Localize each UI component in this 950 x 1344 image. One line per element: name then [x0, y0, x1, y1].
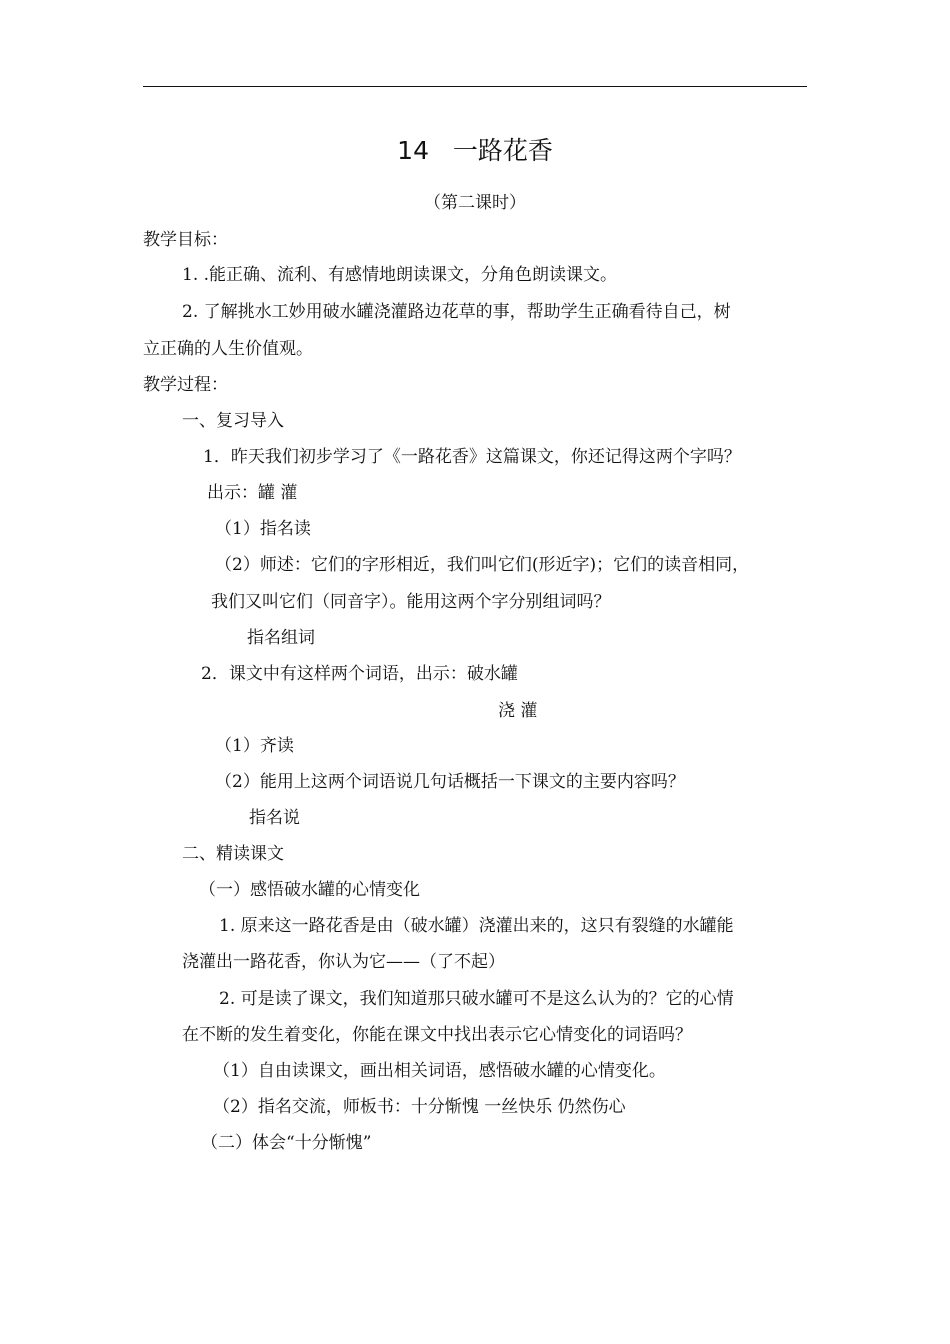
objective-1: 1. .能正确、流利、有感情地朗读课文，分角色朗读课文。	[182, 265, 618, 285]
section-1-heading: 一、复习导入	[182, 411, 284, 431]
s2-part-1-heading: （一）感悟破水罐的心情变化	[199, 880, 420, 900]
section-2-heading: 二、精读课文	[182, 844, 284, 864]
s2-p1-item-2-line-2: 在不断的发生着变化，你能在课文中找出表示它心情变化的词语吗？	[182, 1025, 692, 1045]
objective-2-line-1: 2. 了解挑水工妙用破水罐浇灌路边花草的事，帮助学生正确看待自己，树	[182, 302, 731, 322]
s1-item-2-sub-2: （2）能用上这两个词语说几句话概括一下课文的主要内容吗？	[215, 772, 685, 792]
s1-sub-1: （1）指名读	[215, 519, 311, 539]
s1-sub-2-line-3: 指名组词	[247, 628, 315, 648]
s1-sub-2-line-1: （2）师述：它们的字形相近，我们叫它们(形近字)；它们的读音相同，	[215, 555, 750, 575]
objective-2-line-2: 立正确的人生价值观。	[143, 339, 313, 359]
s1-item-2-sub-2-cont: 指名说	[249, 808, 300, 828]
objectives-heading: 教学目标：	[143, 230, 228, 250]
s2-p1-sub-1: （1）自由读课文，画出相关词语，感悟破水罐的心情变化。	[213, 1061, 666, 1081]
s2-p1-item-1-line-2: 浇灌出一路花香，你认为它——（了不起）	[182, 952, 505, 972]
s2-p1-item-1-line-1: 1. 原来这一路花香是由（破水罐）浇灌出来的，这只有裂缝的水罐能	[219, 916, 734, 936]
header-rule	[143, 86, 807, 87]
s2-part-2-heading: （二）体会“十分惭愧”	[201, 1133, 372, 1153]
s1-item-1: 1．昨天我们初步学习了《一路花香》这篇课文，你还记得这两个字吗？	[203, 447, 741, 467]
s1-sub-2-line-2: 我们又叫它们（同音字）。能用这两个字分别组词吗？	[211, 592, 611, 612]
process-heading: 教学过程：	[143, 375, 228, 395]
s1-item-2-word: 浇 灌	[498, 701, 538, 721]
lesson-subtitle: （第二课时）	[424, 193, 526, 213]
s1-item-2-sub-1: （1）齐读	[215, 736, 294, 756]
s2-p1-item-2-line-1: 2. 可是读了课文，我们知道那只破水罐可不是这么认为的？它的心情	[219, 989, 734, 1009]
s1-item-2: 2．课文中有这样两个词语，出示：破水罐	[201, 664, 518, 684]
page-title: 14 一路花香	[397, 136, 553, 165]
s2-p1-sub-2: （2）指名交流，师板书：十分惭愧 一丝快乐 仍然伤心	[213, 1097, 626, 1117]
s1-show: 出示：罐 灌	[207, 483, 298, 503]
